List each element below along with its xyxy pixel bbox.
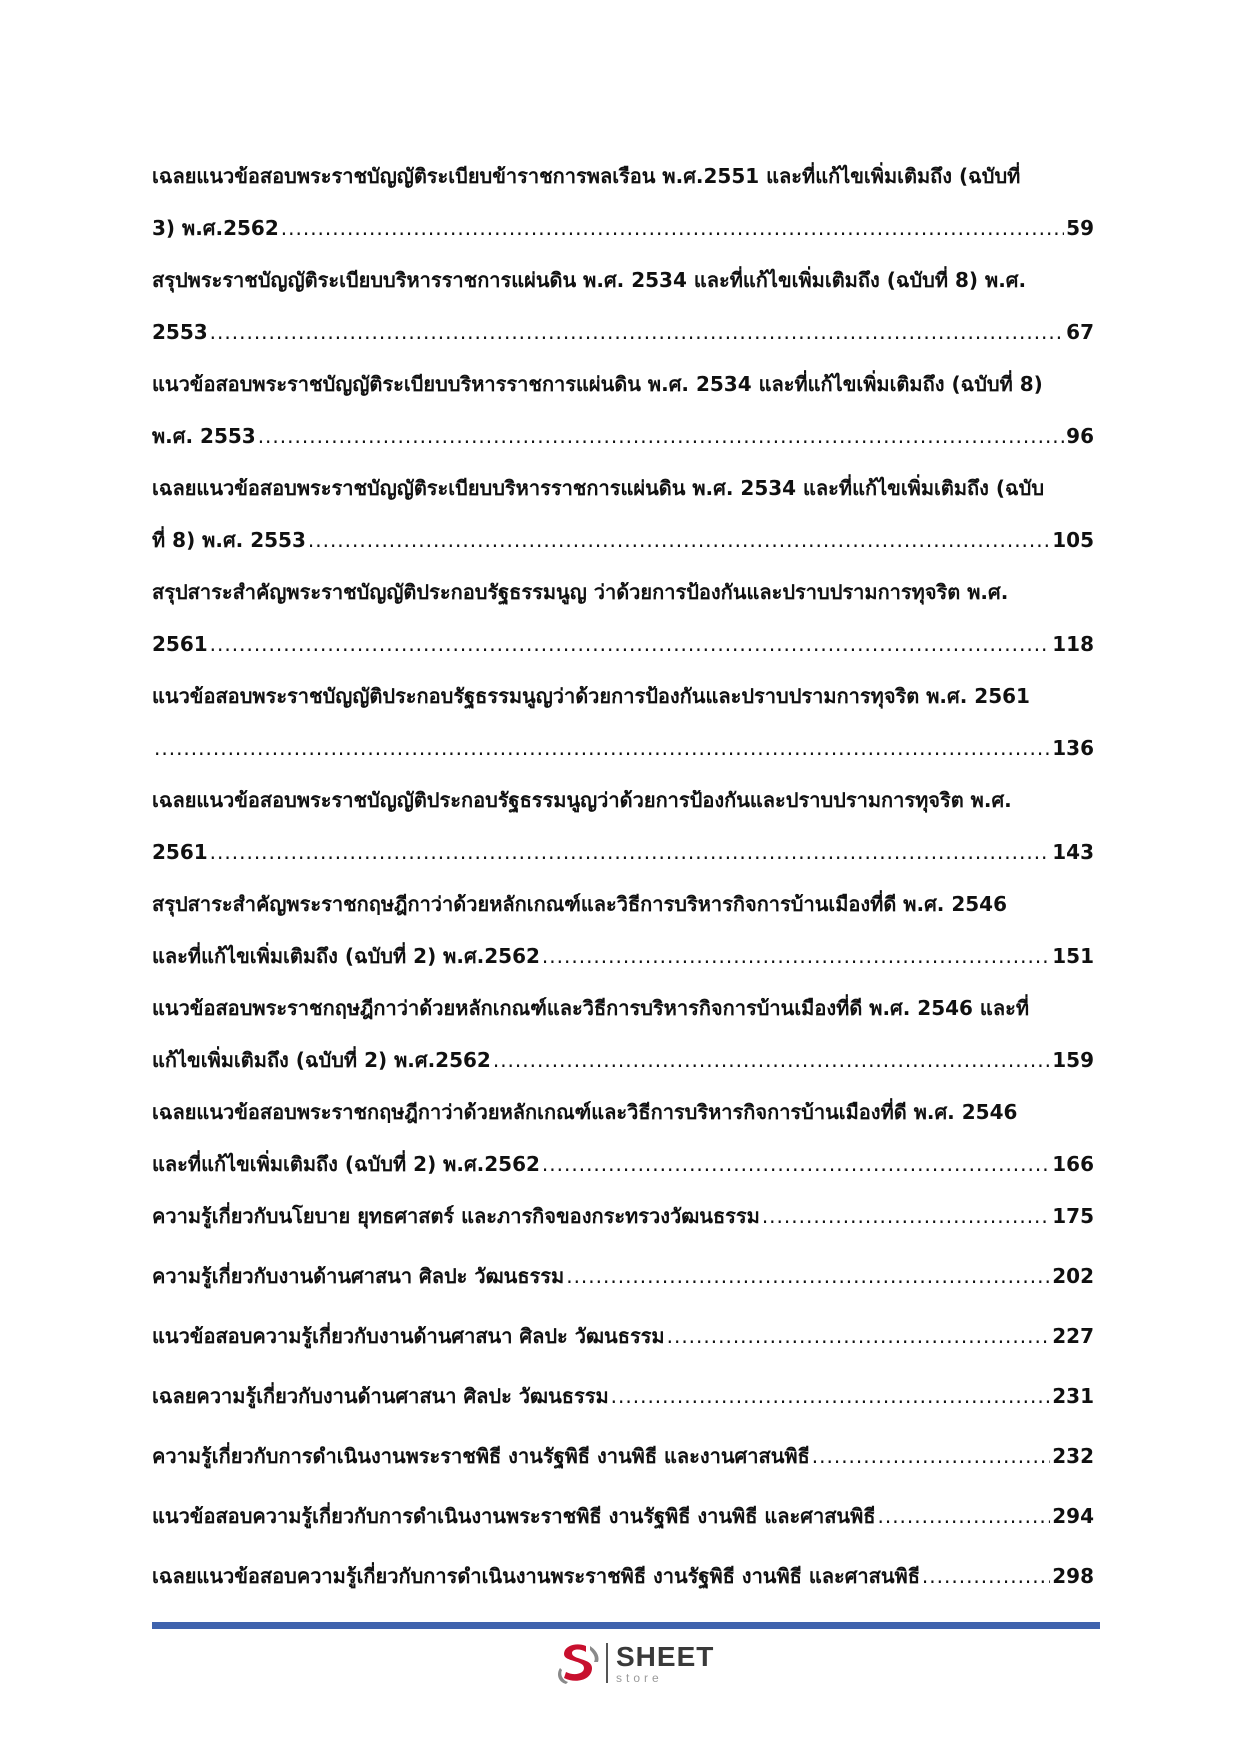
- toc-page-number: 151: [1052, 944, 1094, 968]
- toc-page-number: 59: [1066, 216, 1094, 240]
- toc-entry-title: แนวข้อสอบพระราชบัญญัติประกอบรัฐธรรมนูญว่าด้วยการป้องกันและปราบปรามการทุจริต พ.ศ. 2561: [152, 684, 1030, 708]
- toc-entry[interactable]: [152, 1250, 1094, 1302]
- footer-divider: [152, 1622, 1100, 1629]
- dot-leader: [281, 202, 1064, 254]
- toc-entry-title: เฉลยความรู้เกี่ยวกับงานด้านศาสนา ศิลปะ วัฒนธรรม: [152, 1384, 609, 1408]
- toc-entry-title-cont: และที่แก้ไขเพิ่มเติมถึง (ฉบับที่ 2) พ.ศ.2562: [152, 944, 540, 968]
- toc-entry[interactable]: [152, 1490, 1094, 1542]
- table-of-contents: [152, 150, 1094, 1610]
- dot-leader: [493, 1034, 1050, 1086]
- toc-entry[interactable]: [152, 358, 1094, 462]
- toc-entry-title: แนวข้อสอบพระราชกฤษฎีกาว่าด้วยหลักเกณฑ์และวิธีการบริหารกิจการบ้านเมืองที่ดี พ.ศ. 2546 และที่: [152, 996, 1030, 1020]
- toc-entry-title: ความรู้เกี่ยวกับงานด้านศาสนา ศิลปะ วัฒนธรรม: [152, 1264, 565, 1288]
- dot-leader: [154, 722, 1050, 774]
- toc-entry-title: สรุปสาระสำคัญพระราชกฤษฎีกาว่าด้วยหลักเกณฑ์และวิธีการบริหารกิจการบ้านเมืองที่ดี พ.ศ. 2546: [152, 892, 1007, 916]
- toc-page-number: 231: [1052, 1384, 1094, 1408]
- toc-entry[interactable]: [152, 982, 1094, 1086]
- toc-entry-title: สรุปสาระสำคัญพระราชบัญญัติประกอบรัฐธรรมนูญ ว่าด้วยการป้องกันและปราบปรามการทุจริต พ.ศ.: [152, 580, 1009, 604]
- toc-entry-title: ความรู้เกี่ยวกับการดำเนินงานพระราชพิธี งานรัฐพิธี งานพิธี และงานศาสนพิธี: [152, 1444, 810, 1468]
- toc-page-number: 202: [1052, 1264, 1094, 1288]
- dot-leader: [542, 930, 1050, 982]
- toc-entry-title: สรุปพระราชบัญญัติระเบียบบริหารราชการแผ่นดิน พ.ศ. 2534 และที่แก้ไขเพิ่มเติมถึง (ฉบับที่ 8) พ.ศ.: [152, 268, 1027, 292]
- toc-entry-title: แนวข้อสอบพระราชบัญญัติระเบียบบริหารราชการแผ่นดิน พ.ศ. 2534 และที่แก้ไขเพิ่มเติมถึง (ฉบับที่ 8): [152, 372, 1043, 396]
- toc-entry-title: เฉลยแนวข้อสอบความรู้เกี่ยวกับการดำเนินงานพระราชพิธี งานรัฐพิธี งานพิธี และศาสนพิธี: [152, 1564, 920, 1588]
- dot-leader: [667, 1310, 1051, 1362]
- toc-page-number: 159: [1052, 1048, 1094, 1072]
- toc-page-number: 294: [1052, 1504, 1094, 1528]
- logo-brand-sub: store: [616, 1670, 663, 1685]
- dot-leader: [258, 410, 1064, 462]
- dot-leader: [542, 1138, 1050, 1190]
- toc-page-number: 105: [1052, 528, 1094, 552]
- toc-entry[interactable]: [152, 150, 1094, 254]
- toc-page-number: 136: [1052, 736, 1094, 760]
- toc-entry-title-cont: ที่ 8) พ.ศ. 2553: [152, 528, 306, 552]
- logo-separator: [606, 1643, 608, 1683]
- toc-page-number: 166: [1052, 1152, 1094, 1176]
- toc-entry-title-cont: 2553: [152, 320, 208, 344]
- toc-entry[interactable]: [152, 878, 1094, 982]
- toc-entry-title: เฉลยแนวข้อสอบพระราชกฤษฎีกาว่าด้วยหลักเกณฑ์และวิธีการบริหารกิจการบ้านเมืองที่ดี พ.ศ. 2546: [152, 1100, 1018, 1124]
- toc-entry-title: เฉลยแนวข้อสอบพระราชบัญญัติระเบียบข้าราชการพลเรือน พ.ศ.2551 และที่แก้ไขเพิ่มเติมถึง (ฉบับที่: [152, 164, 1021, 188]
- dot-leader: [922, 1550, 1050, 1602]
- toc-entry[interactable]: [152, 1190, 1094, 1242]
- toc-entry[interactable]: [152, 566, 1094, 670]
- toc-entry-title-cont: และที่แก้ไขเพิ่มเติมถึง (ฉบับที่ 2) พ.ศ.2562: [152, 1152, 540, 1176]
- toc-entry-title: แนวข้อสอบความรู้เกี่ยวกับการดำเนินงานพระราชพิธี งานรัฐพิธี งานพิธี และศาสนพิธี: [152, 1504, 876, 1528]
- toc-entry-title: แนวข้อสอบความรู้เกี่ยวกับงานด้านศาสนา ศิลปะ วัฒนธรรม: [152, 1324, 665, 1348]
- sheet-s-logo-icon: [556, 1640, 600, 1686]
- toc-entry-title-cont: 3) พ.ศ.2562: [152, 216, 279, 240]
- toc-page-number: 232: [1052, 1444, 1094, 1468]
- toc-entry-title-cont: 2561: [152, 632, 208, 656]
- toc-entry[interactable]: [152, 774, 1094, 878]
- toc-entry-title-cont: แก้ไขเพิ่มเติมถึง (ฉบับที่ 2) พ.ศ.2562: [152, 1048, 491, 1072]
- toc-page-number: 118: [1052, 632, 1094, 656]
- dot-leader: [210, 306, 1064, 358]
- toc-page-number: 298: [1052, 1564, 1094, 1588]
- toc-entry[interactable]: [152, 1086, 1094, 1190]
- toc-page-number: 227: [1052, 1324, 1094, 1348]
- toc-entry[interactable]: [152, 1430, 1094, 1482]
- sheet-store-logo: [556, 1640, 714, 1686]
- toc-entry[interactable]: [152, 670, 1094, 774]
- logo-text: [616, 1640, 715, 1685]
- toc-entry[interactable]: [152, 1310, 1094, 1362]
- dot-leader: [812, 1430, 1050, 1482]
- toc-page-number: 175: [1052, 1204, 1094, 1228]
- toc-entry[interactable]: [152, 462, 1094, 566]
- toc-entry-title-cont: 2561: [152, 840, 208, 864]
- dot-leader: [308, 514, 1050, 566]
- dot-leader: [210, 826, 1051, 878]
- toc-entry[interactable]: [152, 1370, 1094, 1422]
- dot-leader: [566, 1250, 1050, 1302]
- toc-page-number: 96: [1066, 424, 1094, 448]
- toc-entry[interactable]: [152, 1550, 1094, 1602]
- dot-leader: [611, 1370, 1051, 1422]
- dot-leader: [210, 618, 1051, 670]
- toc-entry-title: เฉลยแนวข้อสอบพระราชบัญญัติประกอบรัฐธรรมนูญว่าด้วยการป้องกันและปราบปรามการทุจริต พ.ศ.: [152, 788, 1012, 812]
- dot-leader: [877, 1490, 1050, 1542]
- toc-entry[interactable]: [152, 254, 1094, 358]
- toc-entry-title: เฉลยแนวข้อสอบพระราชบัญญัติระเบียบบริหารราชการแผ่นดิน พ.ศ. 2534 และที่แก้ไขเพิ่มเติมถึง (ฉบับ: [152, 476, 1045, 500]
- toc-entry-title: ความรู้เกี่ยวกับนโยบาย ยุทธศาสตร์ และภารกิจของกระทรวงวัฒนธรรม: [152, 1204, 760, 1228]
- logo-brand: SHEET: [616, 1640, 715, 1672]
- dot-leader: [762, 1190, 1050, 1242]
- toc-page-number: 143: [1052, 840, 1094, 864]
- toc-entry-title-cont: พ.ศ. 2553: [152, 424, 256, 448]
- toc-page-number: 67: [1066, 320, 1094, 344]
